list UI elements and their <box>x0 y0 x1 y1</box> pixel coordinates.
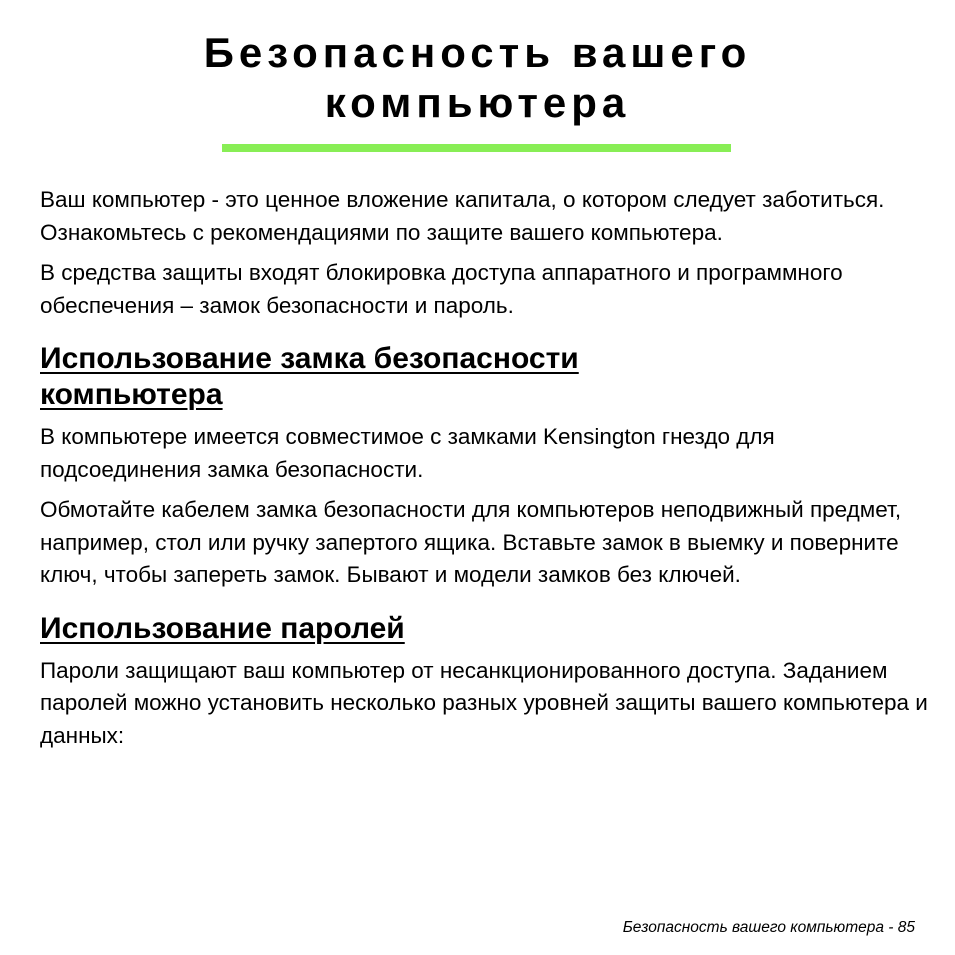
security-lock-paragraph-2: Обмотайте кабелем замка безопасности для компьютеров неподвижный предмет, например, стол или ручку запертого ящика. Вставьте замок в выемку и поверните ключ, чтобы запереть замок. Бывают и модели замков без ключей. <box>40 497 902 587</box>
footer-running-title: Безопасность вашего компьютера - <box>622 919 898 936</box>
page-title-line-2: компьютера <box>324 79 631 126</box>
page-title <box>0 28 955 128</box>
page-footer <box>623 918 915 938</box>
section-heading-security-lock-line-1: Использование замка безопасности <box>40 342 579 375</box>
passwords-paragraph-1: Пароли защищают ваш компьютер от несанкционированного доступа. Заданием паролей можно установить несколько разных уровней защиты вашего компьютера и данных: <box>40 657 928 748</box>
section-heading-passwords <box>40 611 930 647</box>
page-content <box>40 184 930 760</box>
footer-page-number: 85 <box>897 919 915 936</box>
section-heading-passwords-text: Использование паролей <box>40 611 405 645</box>
intro-paragraph-2: В средства защиты входят блокировка доступа аппаратного и программного обеспечения – замок безопасности и пароль. <box>40 260 843 318</box>
section-heading-security-lock <box>40 341 930 413</box>
title-underline-rule <box>222 144 731 152</box>
security-lock-paragraph-1: В компьютере имеется совместимое с замками Kensington гнездо для подсоединения замка безопасности. <box>40 424 775 482</box>
page-title-line-1: Безопасность вашего <box>203 29 752 76</box>
section-heading-security-lock-line-2: компьютера <box>40 378 223 411</box>
intro-paragraph-1: Ваш компьютер - это ценное вложение капитала, о котором следует заботиться. Ознакомьтесь с рекомендациями по защите вашего компьютера. <box>40 187 885 245</box>
